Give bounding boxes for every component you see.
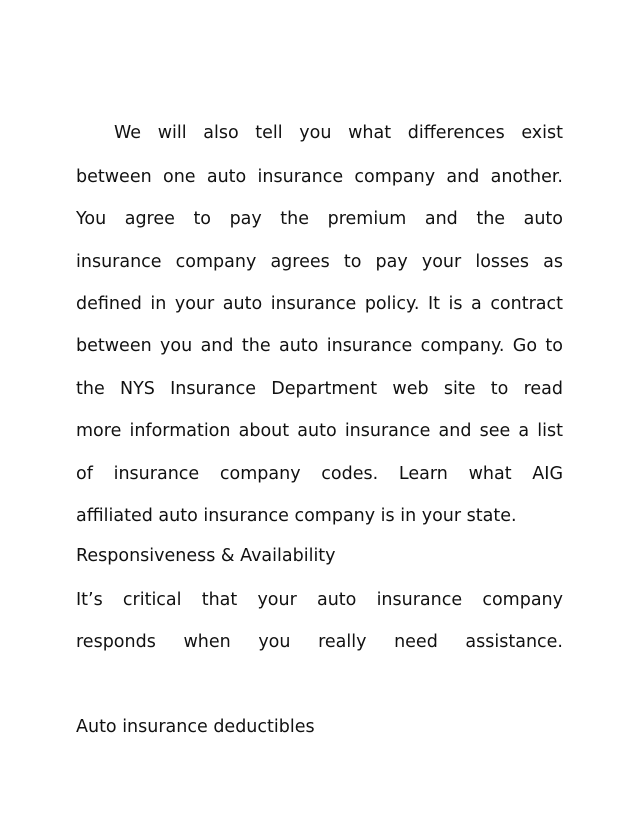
text-line: the NYS Insurance Department web site to read bbox=[76, 379, 563, 399]
text-line: of insurance company codes. Learn what AIG bbox=[76, 464, 563, 484]
text-line: defined in your auto insurance policy. It is a contract bbox=[76, 294, 563, 314]
section-heading: Responsiveness & Availability bbox=[76, 546, 336, 566]
text-line: We will also tell you what differences exist bbox=[114, 123, 563, 143]
section-heading: Auto insurance deductibles bbox=[76, 717, 315, 737]
text-line: between you and the auto insurance company. Go to bbox=[76, 336, 563, 356]
text-line: responds when you really need assistance. bbox=[76, 632, 563, 652]
text-line: between one auto insurance company and another. bbox=[76, 167, 563, 187]
text-line: You agree to pay the premium and the auto bbox=[76, 209, 563, 229]
text-line: affiliated auto insurance company is in your state. bbox=[76, 506, 517, 526]
text-line: It’s critical that your auto insurance company bbox=[76, 590, 563, 610]
text-line: insurance company agrees to pay your losses as bbox=[76, 252, 563, 272]
text-line: more information about auto insurance and see a list bbox=[76, 421, 563, 441]
